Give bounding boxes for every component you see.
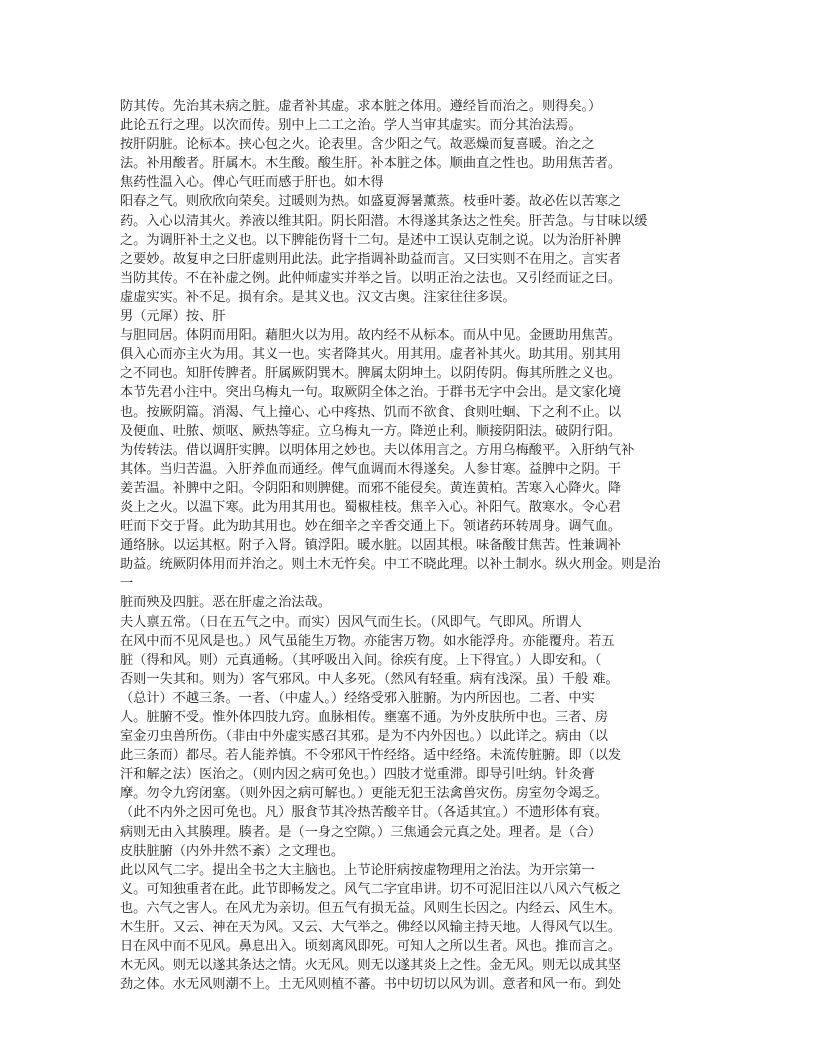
- text-line: 夫人禀五常。（日在五气之中。而实）因风气而生长。（风即气。气即风。所谓人: [120, 614, 582, 630]
- text-line: 与胆同居。体阴而用阳。藉胆火以为用。故内经不从标本。而从中见。金匮助用焦苦。: [120, 328, 622, 344]
- text-line: 之不同也。知肝传脾者。肝属厥阴巽木。脾属太阴坤土。以阴传阴。侮其所胜之义也。: [120, 366, 622, 382]
- text-line: 也。六气之害人。在风尤为亲切。但五气有损无益。风则生长因之。内经云、风生木。: [120, 900, 622, 916]
- text-line: 此以风气二字。提出全书之大主脑也。上节论肝病按虚物理用之治法。为开宗第一: [120, 862, 595, 878]
- text-line: 此论五行之理。以次而传。别中上二工之治。学人当审其虚实。而分其治法焉。: [120, 118, 582, 134]
- text-line: 当防其传。不在补虚之例。此仲师虚实并举之旨。以明正治之法也。又引经而证之曰。: [120, 270, 622, 286]
- text-line: 男（元犀）按、肝: [120, 309, 226, 325]
- text-line: 人。脏腑不受。惟外体四肢九窍。血脉相传。壅塞不通。为外皮肤所中也。三者、房: [120, 710, 608, 725]
- text-line: 通络脉。以运其枢。附子入肾。镇浮阳。暖水脏。以固其根。味备酸甘焦苦。性兼调补: [120, 538, 622, 554]
- text-line: 脏而殃及四脏。恶在肝虚之治法哉。: [120, 595, 331, 611]
- text-line: 本节先君小注中。突出乌梅丸一句。取厥阴全体之治。于群书无字中会出。是文家化境: [120, 385, 622, 401]
- text-line: （此不内外之因可免也。凡）服食节其冷热苦酸辛甘。（各适其宜。）不遗形体有衰。: [120, 805, 608, 821]
- text-line: 之要妙。故复申之曰肝虚则用此法。此字指调补助益而言。又曰实则不在用之。言实者: [120, 251, 622, 267]
- text-line: 防其传。先治其未病之脏。虚者补其虚。求本脏之体用。遵经旨而治之。则得矣。）: [120, 99, 602, 114]
- text-line: 一: [120, 576, 134, 592]
- text-line: 否则一失其和。则为）客气邪风。中人多死。（然风有轻重。病有浅深。虽）千般 难。: [120, 671, 619, 687]
- text-line: 日在风中而不见风。鼻息出入。顷刻离风即死。可知人之所以生者。风也。推而言之。: [120, 939, 622, 955]
- text-line: 旺而下交于肾。此为助其用也。妙在细辛之辛香交通上下。领诸药环转周身。调气血。: [120, 519, 622, 535]
- text-line: （总计）不越三条。一者、（中虚人。）经络受邪入脏腑。为内所因也。二者、中实: [120, 690, 595, 706]
- text-line: 俱入心而亦主火为用。其义一也。实者降其火。用其用。虚者补其火。助其用。别其用: [120, 347, 622, 363]
- text-line: 室金刃虫兽所伤。（非由中外虚实感召其邪。是为不内外因也。）以此详之。病由（以: [120, 729, 608, 745]
- text-line: 木无风。则无以遂其条达之情。火无风。则无以遂其炎上之性。金无风。则无以成其坚: [120, 958, 622, 974]
- text-line: 及便血、吐脓、烦呕、厥热等症。立乌梅丸一方。降逆止利。顺接阴阳法。破阴行阳。: [120, 423, 622, 439]
- text-line: 虚虚实实。补不足。损有余。是其义也。汉文古奥。注家往往多误。: [120, 289, 516, 305]
- text-line: 劲之体。水无风则潮不上。土无风则植不蕃。书中切切以风为训。意者和风一布。到处: [120, 977, 622, 993]
- text-line: 为传转法。借以调肝实脾。以明体用之妙也。夫以体用言之。方用乌梅酸平。入肝纳气补: [120, 442, 635, 458]
- text-line: 汗和解之法）医治之。（则内因之病可免也。）四肢才觉重滞。即导引吐纳。针灸膏: [120, 767, 595, 783]
- text-line: 摩。勿令九窍闭塞。（则外因之病可解也。）更能无犯王法禽兽灾伤。房室勿令竭乏。: [120, 786, 608, 802]
- text-line: 姜苦温。补脾中之阳。令阴阳和则脾健。而邪不能侵矣。黄连黄柏。苦寒入心降火。降: [120, 480, 622, 496]
- text-line: 其体。当归苦温。入肝养血而通经。俾气血调而木得遂矣。人参甘寒。益脾中之阴。干: [120, 461, 622, 477]
- text-line: 炎上之火。以温下寒。此为用其用也。蜀椒桂枝。焦辛入心。补阳气。散寒水。令心君: [120, 499, 622, 515]
- text-line: 义。可知独重者在此。此节即畅发之。风气二字宜串讲。切不可泥旧注以八风六气板之: [120, 881, 622, 897]
- text-line: 也。按厥阴篇。消渴、气上撞心、心中疼热、饥而不欲食、食则吐蛔、下之利不止。以: [120, 404, 622, 420]
- text-line: 按肝阴脏。论标本。挟心包之火。论表里。含少阳之气。故恶燥而复喜暖。治之之: [120, 137, 595, 153]
- text-line: 在风中而不见风是也。）风气虽能生万物。亦能害万物。如水能浮舟。亦能覆舟。若五: [120, 633, 615, 649]
- text-line: 此三条而）都尽。若人能养慎。不令邪风干忤经络。适中经络。未流传脏腑。即（以发: [120, 748, 622, 764]
- text-line: 病则无由入其腠理。腠者。是（一身之空隙。）三焦通会元真之处。理者。是（合）: [120, 824, 602, 840]
- text-line: 脏（得和风。则）元真通畅。（其呼吸出入间。徐疾有度。上下得宜。）人即安和。（: [120, 652, 602, 668]
- text-line: 焦药性温入心。俾心气旺而感于肝也。如木得: [120, 175, 384, 191]
- text-line: 法。补用酸者。肝属木。木生酸。酸生肝。补本脏之体。顺曲直之性也。助用焦苦者。: [120, 156, 622, 172]
- document-page: [120, 97, 680, 994]
- text-line: 药。入心以清其火。养液以维其阳。阴长阳潜。木得遂其条达之性矣。肝苦急。与甘味以缓: [120, 213, 648, 229]
- text-line: 皮肤脏腑（内外井然不紊）之文理也。: [120, 843, 345, 859]
- text-line: 助益。统厥阴体用而并治之。则土木无忤矣。中工不晓此理。以补土制水。纵火刑金。则是治: [120, 557, 661, 573]
- text-line: 阳春之气。则欣欣向荣矣。过暖则为热。如盛夏溽暑薰蒸。枝垂叶萎。故必佐以苦寒之: [120, 194, 622, 210]
- text-line: 木生肝。又云、神在天为风。又云、大气举之。佛经以风输主持天地。人得风气以生。: [120, 920, 622, 936]
- text-line: 之。为调肝补土之义也。以下脾能伤肾十二句。是述中工误认克制之说。以为治肝补脾: [120, 232, 622, 248]
